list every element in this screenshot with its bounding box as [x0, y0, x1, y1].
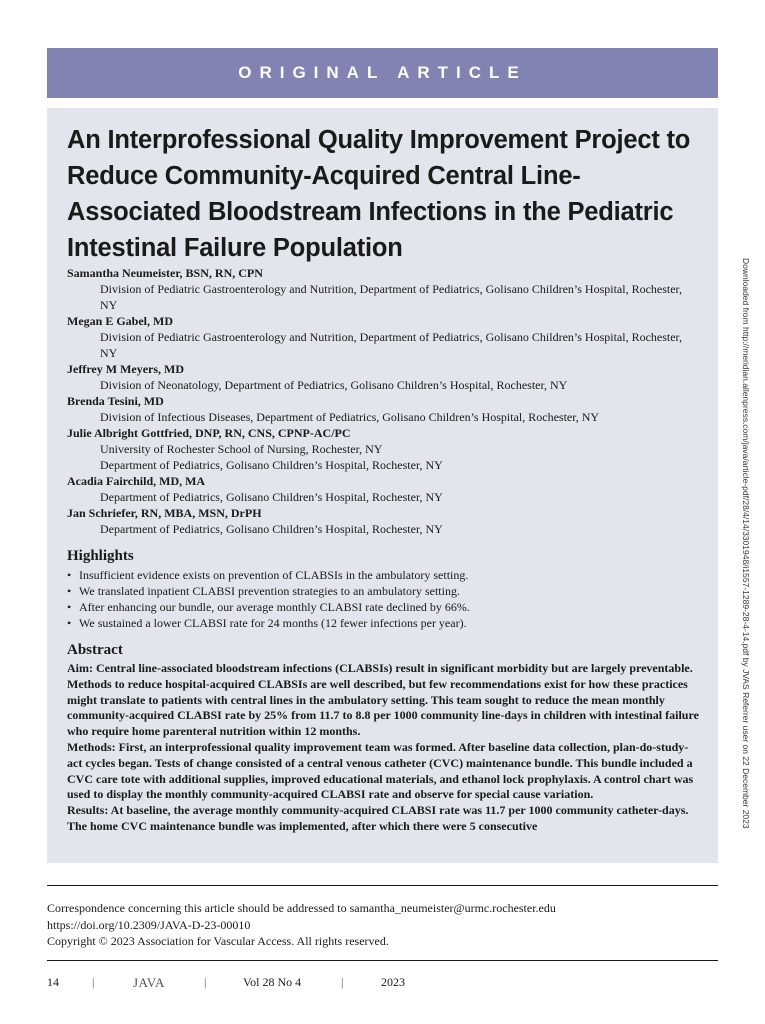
author-name: Jan Schriefer, RN, MBA, MSN, DrPH [67, 506, 262, 520]
author-affiliation: Division of Pediatric Gastroenterology and Nutrition, Department of Pediatrics, Golisano Children’s Hospital, Rochester, NY [100, 282, 683, 312]
author-name: Acadia Fairchild, MD, MA [67, 474, 206, 488]
author-name: Megan E Gabel, MD [67, 314, 173, 328]
author-affiliation: University of Rochester School of Nursing, Rochester, NY [100, 442, 383, 456]
footer-separator: | [341, 975, 344, 989]
footer-separator: | [92, 975, 95, 989]
footer-separator: | [204, 975, 207, 989]
author-affiliation: Department of Pediatrics, Golisano Children’s Hospital, Rochester, NY [100, 458, 443, 472]
highlight-item: • We sustained a lower CLABSI rate for 24 months (12 fewer infections per year). [67, 615, 697, 631]
doi-link[interactable]: https://doi.org/10.2309/JAVA-D-23-00010 [47, 917, 251, 932]
author-name: Jeffrey M Meyers, MD [67, 362, 185, 376]
abstract-aim: Aim: Central line-associated bloodstream infections (CLABSIs) result in significant morbidity but are largely preventable. Methods to reduce hospital-acquired CLABSIs are well described, but few recommendations exist for how these practices might translate to patients with central lines in the ambulatory setting. This team sought to reduce the mean monthly community-acquired CLABSI rate by 25% from 11.7 to 8.8 per 1000 community line-days in children with intestinal failure who require home parenteral nutrition within 12 months. [67, 661, 699, 739]
abstract-methods: Methods: First, an interprofessional quality improvement team was formed. After baseline data collection, plan-do-study-act cycles began. Tests of change consisted of a central venous catheter (CVC) maintenance bundle. This bundle included a CVC care tote with additional supplies, improved educational materials, and ethanol lock prophylaxis. A control chart was used to display the monthly community-acquired CLABSI rate and observe for special cause variation. [67, 739, 694, 802]
abstract-results: Results: At baseline, the average monthly community-acquired CLABSI rate was 11.7 per 1000 community catheter-days. The home CVC maintenance bundle was implemented, after which there were 5 consecutive [67, 803, 689, 833]
author-name: Brenda Tesini, MD [67, 394, 164, 408]
footnote-divider [47, 885, 718, 886]
abstract-heading: Abstract [67, 642, 123, 658]
highlight-item: • After enhancing our bundle, our average monthly CLABSI rate declined by 66%. [67, 599, 697, 615]
page-footer [47, 975, 718, 995]
highlights-list [67, 567, 697, 631]
correspondence-line: Correspondence concerning this article should be addressed to samantha_neumeister@urmc.rochester.edu [47, 901, 556, 915]
journal-name: JAVA [133, 975, 165, 990]
article-type-label: ORIGINAL ARTICLE [238, 63, 527, 82]
abstract-section [67, 641, 703, 835]
author-name: Julie Albright Gottfried, DNP, RN, CNS, CPNP-AC/PC [67, 426, 351, 440]
page-number: 14 [47, 975, 59, 989]
author-affiliation: Department of Pediatrics, Golisano Children’s Hospital, Rochester, NY [100, 490, 443, 504]
correspondence-block [47, 900, 718, 950]
article-type-banner [47, 48, 718, 98]
highlights-heading: Highlights [67, 548, 134, 564]
author-name: Samantha Neumeister, BSN, RN, CPN [67, 266, 263, 280]
copyright-line: Copyright © 2023 Association for Vascular Access. All rights reserved. [47, 934, 389, 948]
highlights-section [67, 547, 697, 631]
download-notice: Downloaded from http://meridian.allenpress.com/java/article-pdf/28/4/14/3301948/i1557-1289-28-4-14.pdf by JVAS Referrer user on 22 December 2023 [741, 258, 751, 829]
author-list [67, 265, 697, 537]
publication-year: 2023 [381, 975, 405, 989]
volume-issue: Vol 28 No 4 [243, 975, 302, 989]
footer-divider [47, 960, 718, 961]
article-title: An Interprofessional Quality Improvement Project to Reduce Community-Acquired Central Line-Associated Bloodstream Infections in the Pediatric Intestinal Failure Population [67, 126, 691, 262]
author-affiliation: Division of Neonatology, Department of Pediatrics, Golisano Children’s Hospital, Rochester, NY [100, 378, 568, 392]
author-affiliation: Division of Pediatric Gastroenterology and Nutrition, Department of Pediatrics, Golisano Children’s Hospital, Rochester, NY [100, 330, 683, 360]
highlight-item: • Insufficient evidence exists on prevention of CLABSIs in the ambulatory setting. [67, 567, 697, 583]
author-affiliation: Division of Infectious Diseases, Department of Pediatrics, Golisano Children’s Hospital, Rochester, NY [100, 410, 600, 424]
author-affiliation: Department of Pediatrics, Golisano Children’s Hospital, Rochester, NY [100, 522, 443, 536]
highlight-item: • We translated inpatient CLABSI prevention strategies to an ambulatory setting. [67, 583, 697, 599]
